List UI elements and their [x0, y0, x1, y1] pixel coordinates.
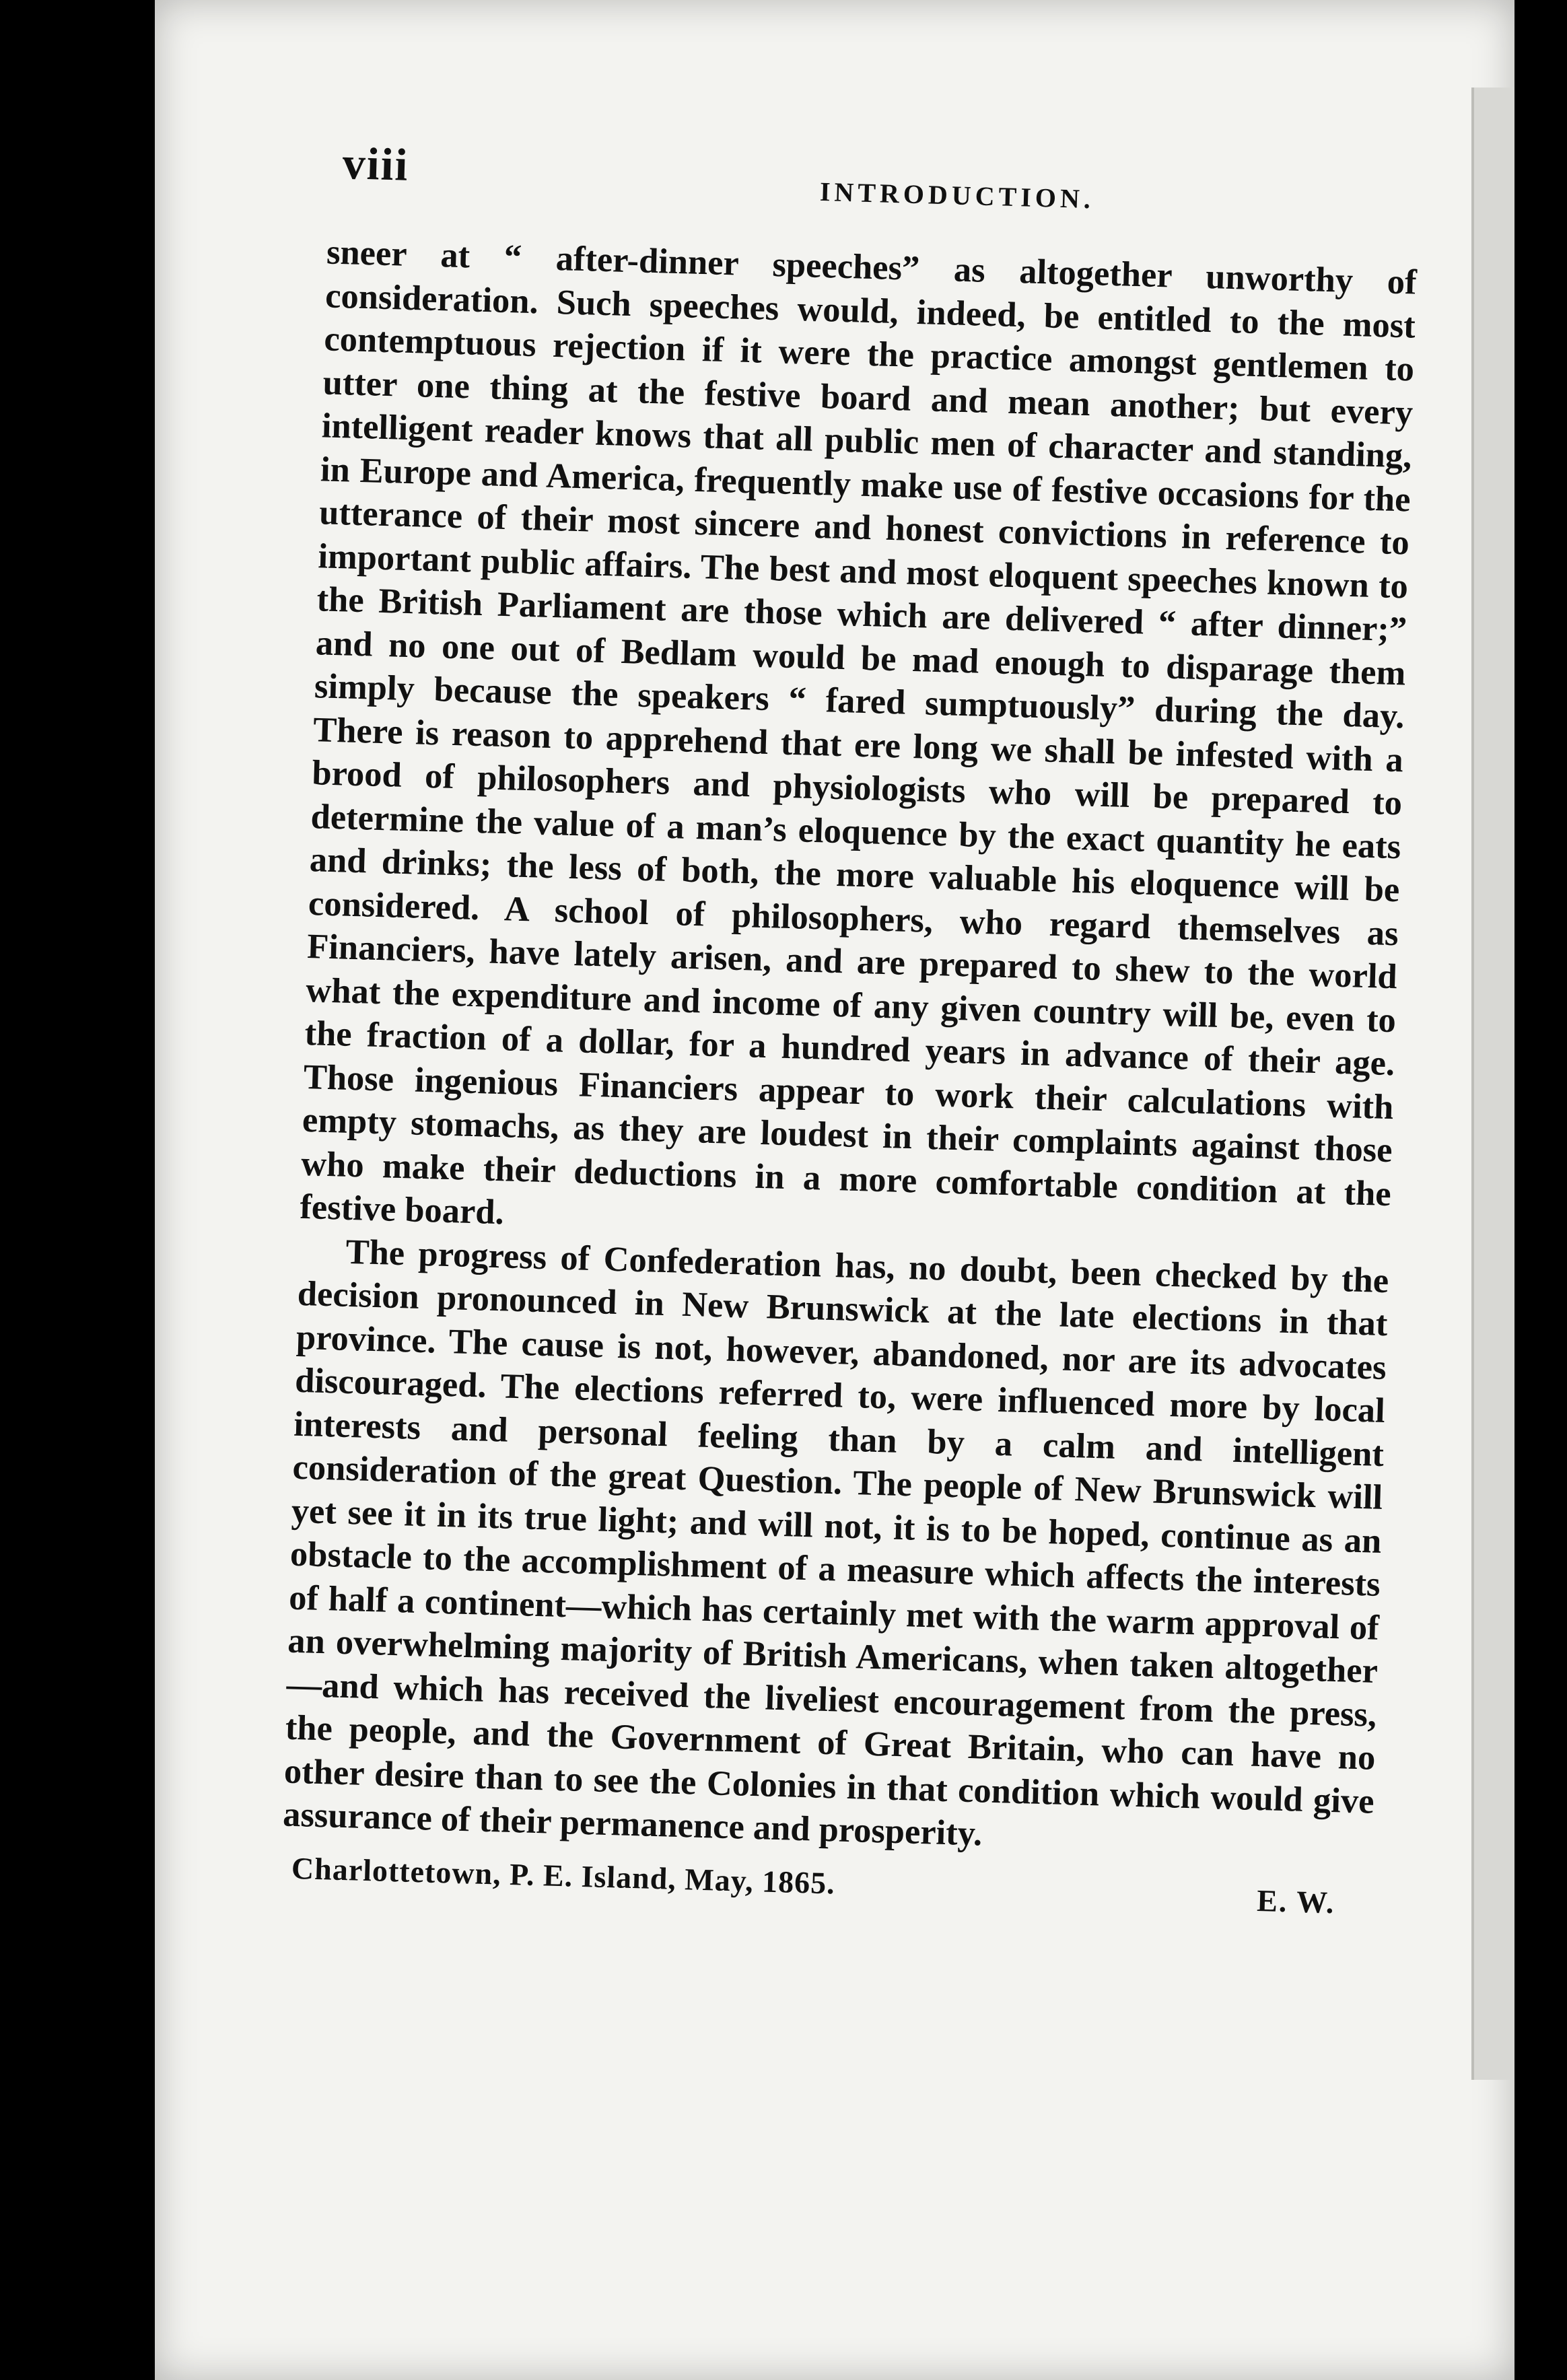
page-number: viii	[341, 137, 410, 190]
body-paragraph-1: sneer at “ after-dinner speeches” as altogether unworthy of consideration. Such speeches would, indeed, be entitled to the most contemptuous rejection if it were the practice amongst gentlemen to utter one thing at the festive board and mean another; but every intelligent reader knows that all public men of character and standing, in Europe and America, frequently make use of festive occasions for the utterance of their most sincere and honest convictions in reference to important public affairs. The best and most eloquent speeches known to the British Parliament are those which are delivered “ after dinner;” and no one out of Bedlam would be mad enough to disparage them simply because the speakers “ fared sumptuously” during the day. There is reason to apprehend that ere long we shall be infested with a brood of philosophers and physiologists who will be prepared to determine the value of a man’s eloquence by the exact quantity he eats and drinks; the less of both, the more valuable his eloquence will be considered. A school of philosophers, who regard themselves as Financiers, have lately arisen, and are prepared to shew to the world what the expenditure and income of any given country will be, even to the fraction of a dollar, for a hundred years in advance of their age. Those ingenious Financiers appear to work their calculations with empty stomachs, as they are loudest in their complaints against those who make their deductions in a more comfortable condition at the festive board.	[299, 232, 1418, 1232]
place-date: Charlottetown, P. E. Island, May, 1865.	[291, 1850, 836, 1900]
page-content	[219, 135, 1433, 1945]
author-initials: E. W.	[1256, 1883, 1336, 1920]
body-paragraph-2: The progress of Confederation has, no doubt, been checked by the decision pronounced in New Brunswick at the late elections in that province. The cause is not, however, abandoned, nor are its advocates discouraged. The elections referred to, were influenced more by local interests and personal feeling than by a calm and intelligent consideration of the great Question. The people of New Brunswick will yet see it in its true light; and will not, it is to be hoped, continue as an obstacle to the accomplishment of a measure which affects the interests of half a continent—which has certainly met with the warm approval of an overwhelming majority of British Americans, when taken altogether—and which has received the liveliest encouragement from the press, the people, and the Government of Great Britain, who can have no other desire than to see the Colonies in that condition which would give assurance of their permanence and prosperity.	[282, 1232, 1389, 1854]
running-head: INTRODUCTION.	[819, 176, 1095, 215]
book-page	[155, 0, 1514, 2380]
page-edge	[1471, 88, 1514, 2080]
